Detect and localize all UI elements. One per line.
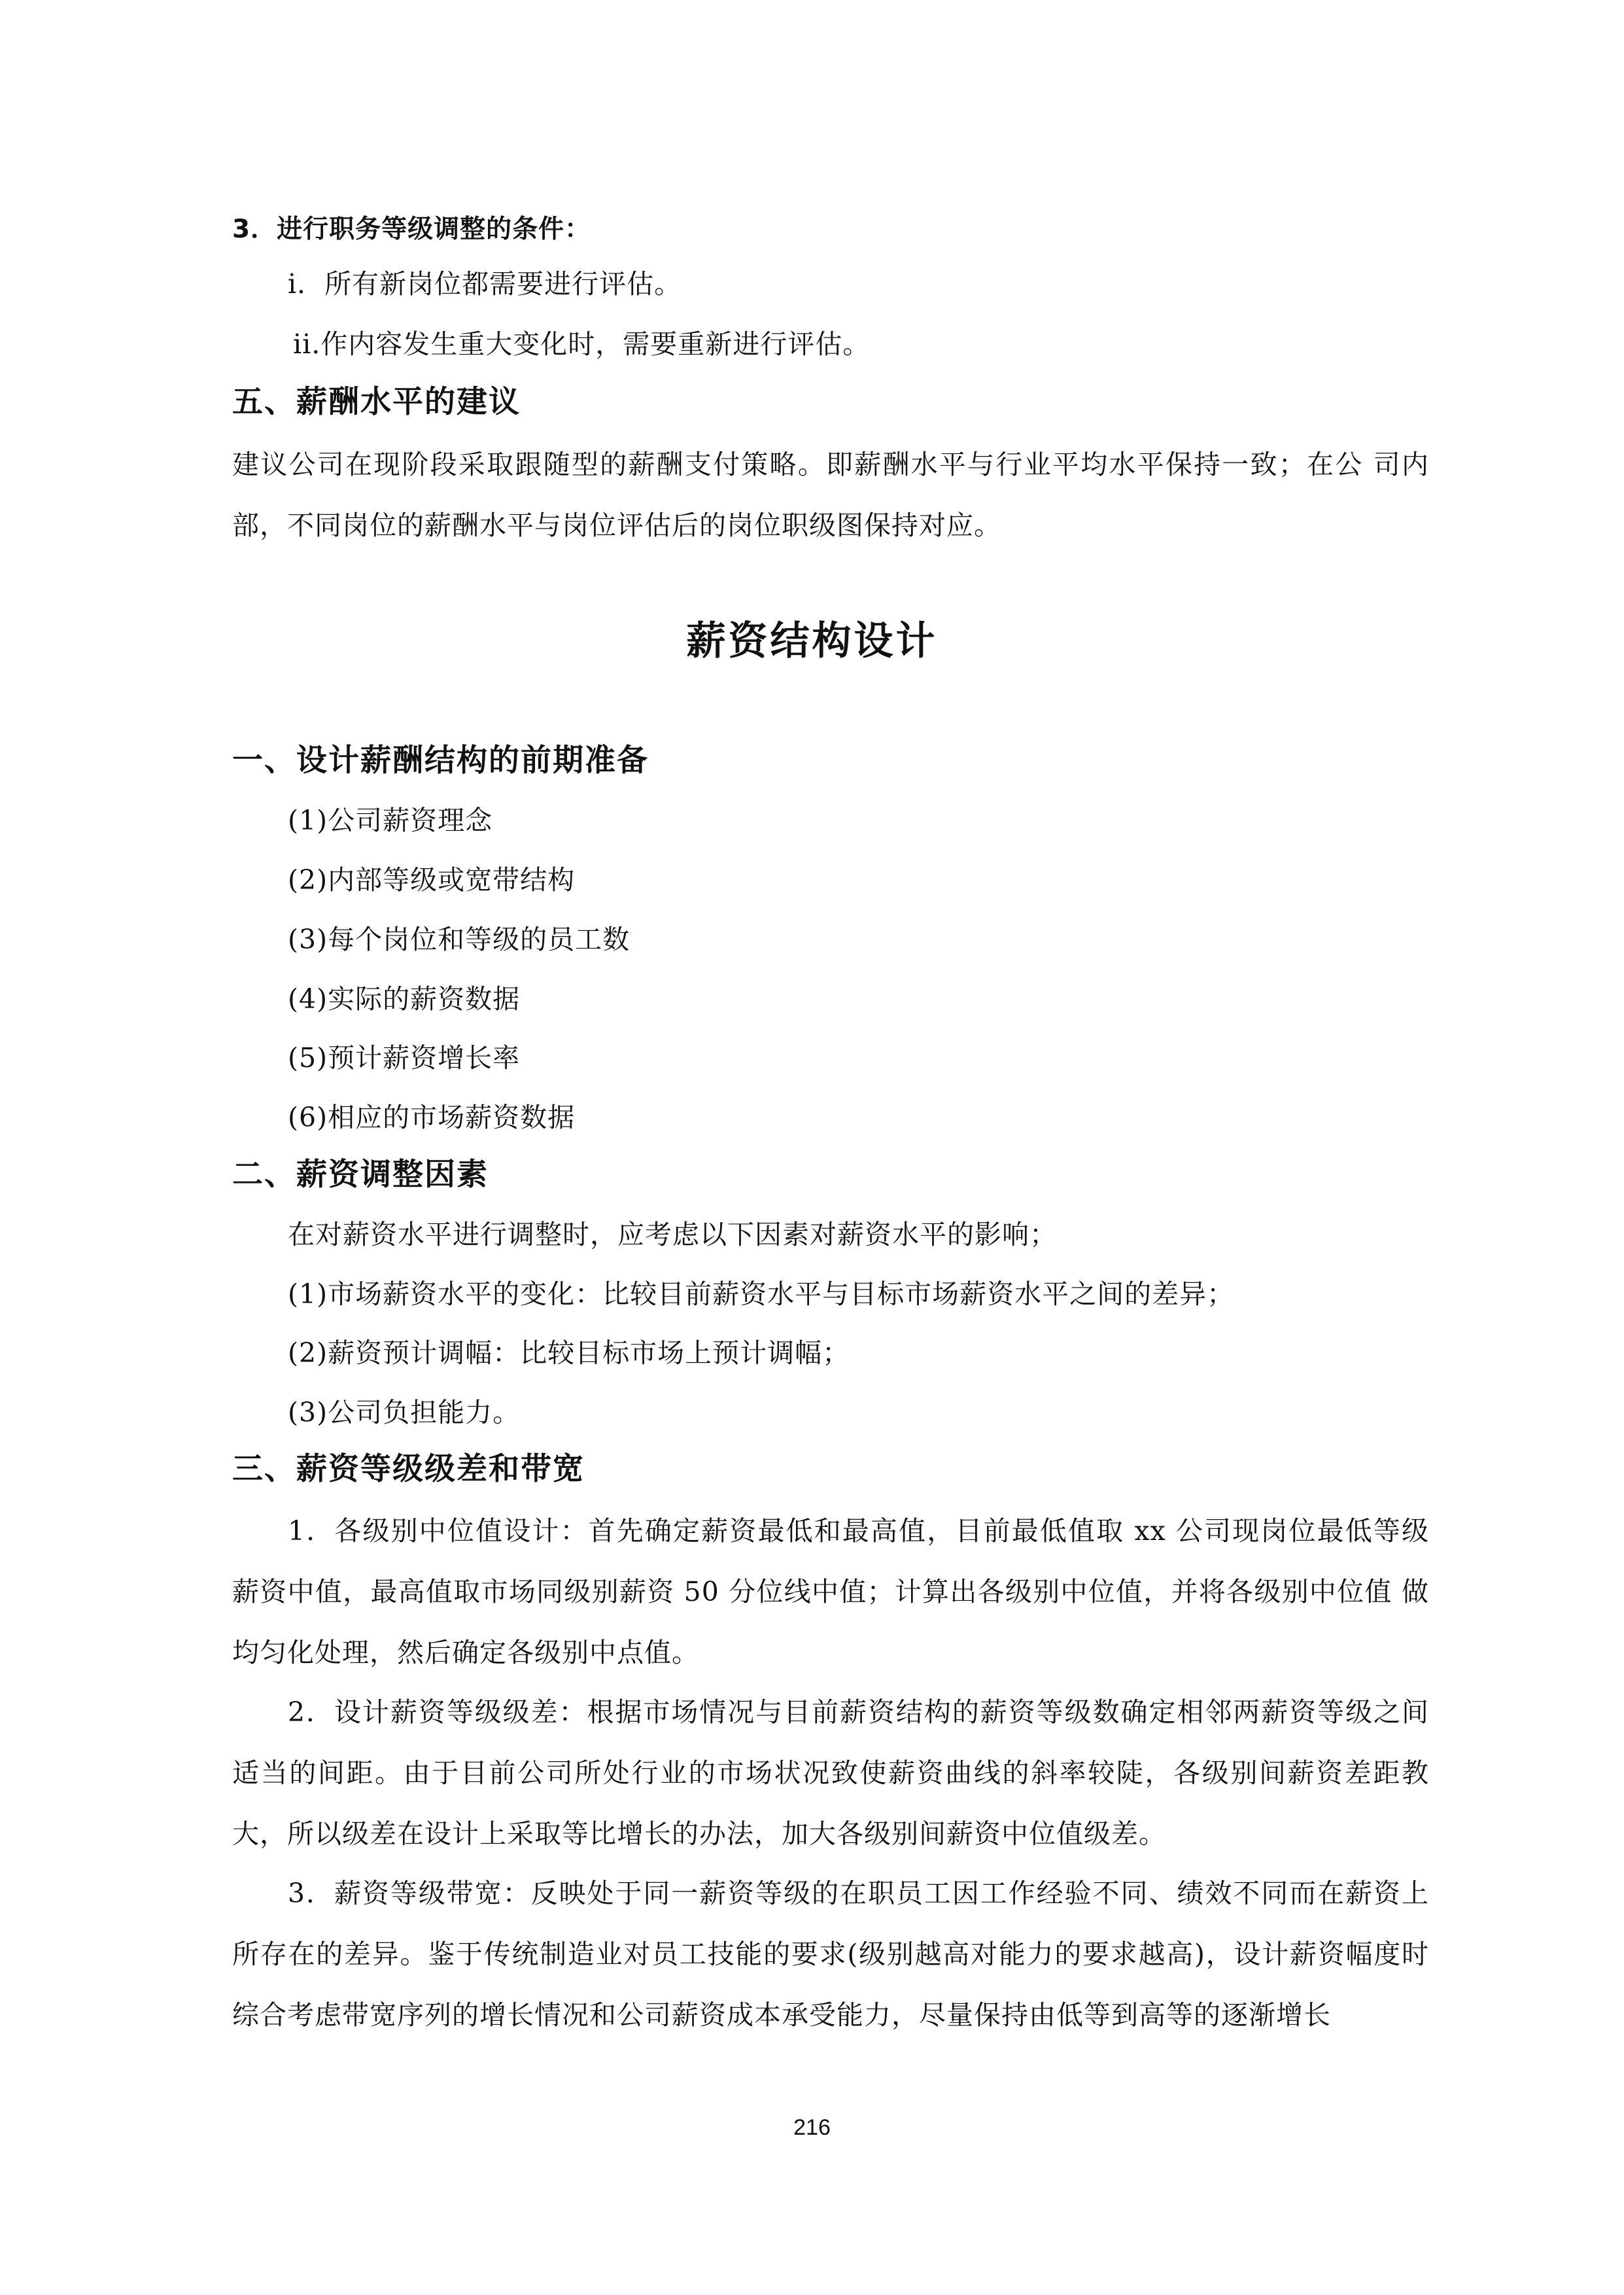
grade-paragraph-midpoint: 1．各级别中位值设计：首先确定薪资最低和最高值，目前最低值取 xx 公司现岗位最低等级 薪资中值，最高值取市场同级别薪资 50 分位线中值；计算出各级别中位值，并将各级别中位值 做均匀化处理，然后确定各级别中点值。: [232, 1515, 1429, 1668]
grade-paragraph-spread: 2．设计薪资等级级差：根据市场情况与目前薪资结构的薪资等级数确定相邻两薪资等级之间适当的间距。由于目前公司所处行业的市场状况致使薪资曲线的斜率较陡，各级别间薪资差距教大，所以级差在设计上采取等比增长的办法，加大各级别间薪资中位值级差。: [232, 1696, 1429, 1849]
condition-item: i．所有新岗位都需要进行评估。: [288, 268, 682, 300]
grade-paragraph-bandwidth: 3．薪资等级带宽：反映处于同一薪资等级的在职员工因工作经验不同、绩效不同而在薪资上所存在的差异。鉴于传统制造业对员工技能的要求(级别越高对能力的要求越高)，设计薪资幅度时综合考虑带宽序列的增长情况和公司薪资成本承受能力，尽量保持由低等到高等的逐渐增长: [232, 1878, 1429, 2031]
condition-item: ii.作内容发生重大变化时，需要重新进行评估。: [293, 328, 871, 360]
page-title: 薪资结构设计: [686, 618, 938, 664]
list-item: (2)薪资预计调幅：比较目标市场上预计调幅；: [288, 1337, 850, 1369]
section-heading-salary-level: 五、薪酬水平的建议: [232, 384, 521, 420]
list-item: (1)公司薪资理念: [288, 805, 493, 836]
list-item: (2)内部等级或宽带结构: [288, 864, 576, 896]
list-item: (1)市场薪资水平的变化：比较目前薪资水平与目标市场薪资水平之间的差异；: [288, 1278, 1235, 1310]
list-item: (4)实际的薪资数据: [288, 983, 521, 1015]
section-heading-adjustment-factors: 二、薪资调整因素: [232, 1157, 489, 1193]
section-heading-preparation: 一、设计薪酬结构的前期准备: [232, 743, 649, 779]
list-item: (3)公司负担能力。: [288, 1397, 521, 1428]
list-item: (5)预计薪资增长率: [288, 1042, 521, 1074]
salary-level-paragraph: 建议公司在现阶段采取跟随型的薪酬支付策略。即薪酬水平与行业平均水平保持一致；在公 司内部，不同岗位的薪酬水平与岗位评估后的岗位职级图保持对应。: [232, 449, 1429, 541]
list-item: (3)每个岗位和等级的员工数: [288, 924, 631, 955]
page-number: 216: [793, 2115, 831, 2140]
section-heading-grade-spread: 三、薪资等级级差和带宽: [232, 1451, 585, 1487]
adjustment-intro: 在对薪资水平进行调整时，应考虑以下因素对薪资水平的影响；: [288, 1219, 1057, 1250]
conditions-heading: 3．进行职务等级调整的条件：: [232, 215, 591, 244]
list-item: (6)相应的市场薪资数据: [288, 1102, 576, 1133]
